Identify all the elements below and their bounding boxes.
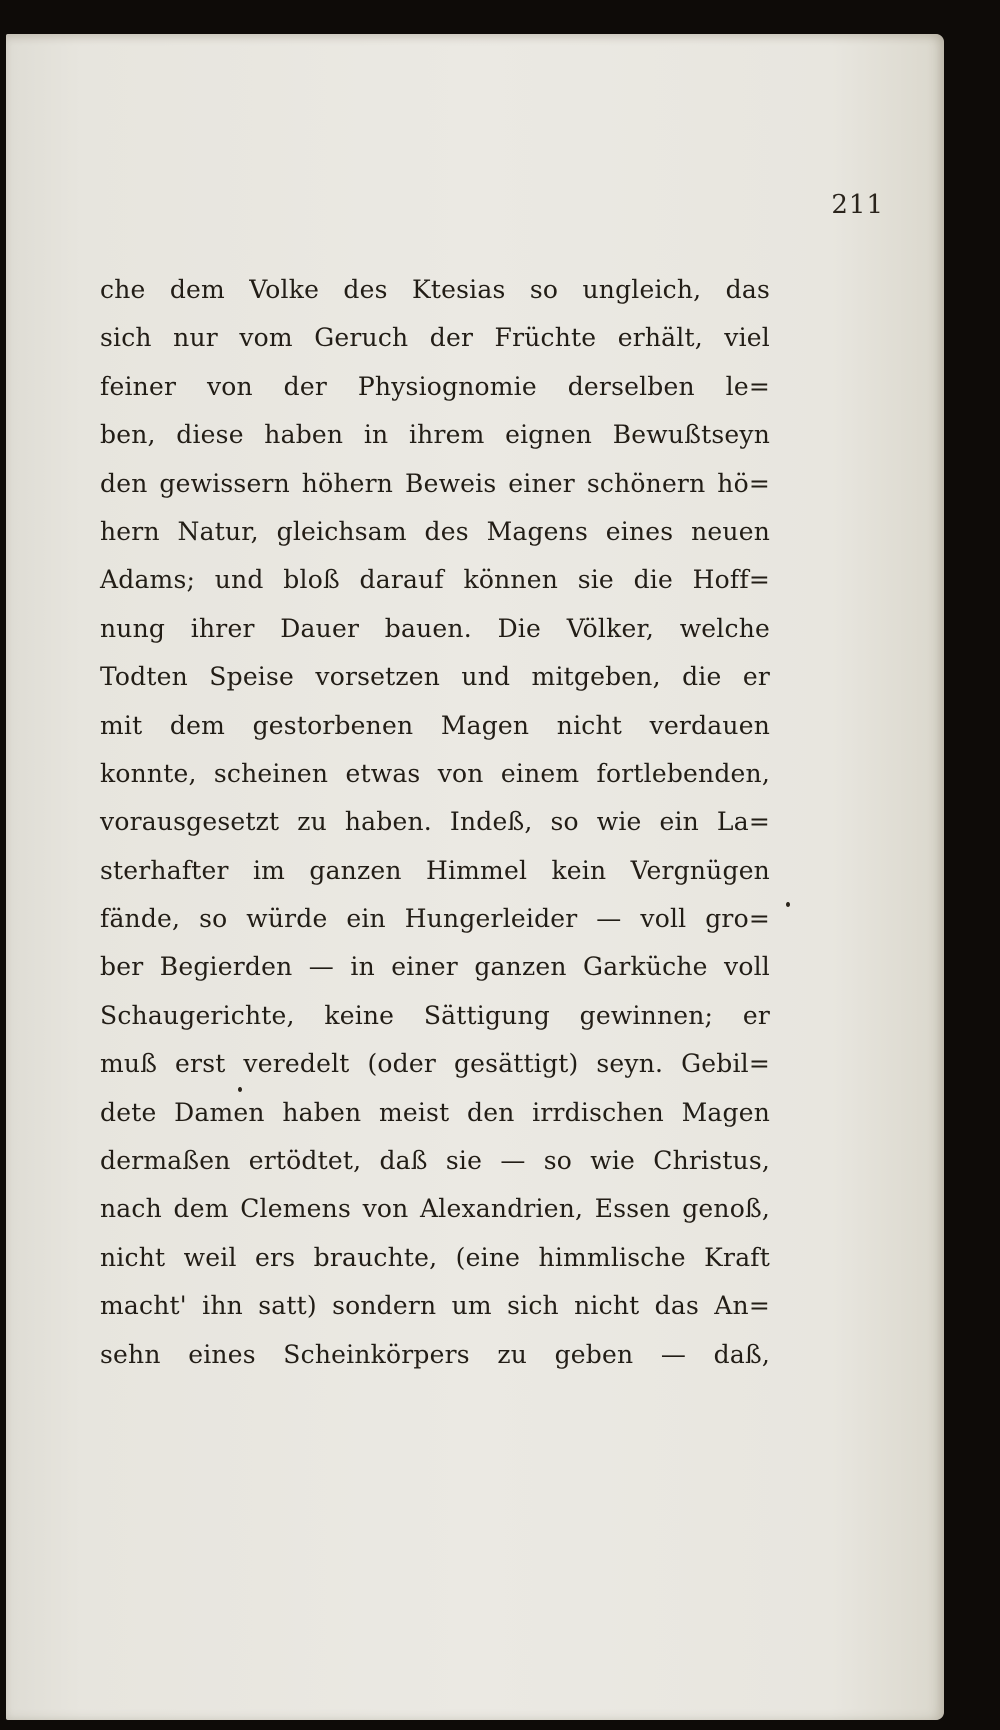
text-line: Schaugerichte, keine Sättigung gewinnen; er	[100, 1000, 770, 1030]
text-line: sehn eines Scheinkörpers zu geben — daß,	[100, 1339, 770, 1369]
text-line: che dem Volke des Ktesias so ungleich, das	[100, 275, 770, 304]
text-line: muß erst veredelt (oder gesättigt) seyn. Gebil=	[100, 1049, 770, 1079]
page-number: 211	[831, 190, 884, 220]
text-line: nach dem Clemens von Alexandrien, Essen genoß,	[100, 1194, 770, 1224]
text-line: feiner von der Physiognomie derselben le=	[100, 371, 770, 401]
text-line: ben, diese haben in ihrem eignen Bewußtseyn	[100, 420, 770, 450]
text-line: mit dem gestorbenen Magen nicht verdauen	[100, 710, 770, 740]
text-line: dermaßen ertödtet, daß sie — so wie Christus,	[100, 1146, 770, 1176]
text-line: den gewissern höhern Beweis einer schönern hö=	[100, 468, 770, 498]
text-line: ber Begierden — in einer ganzen Garküche voll	[100, 952, 770, 982]
text-line: macht' ihn satt) sondern um sich nicht das An=	[100, 1291, 770, 1321]
text-line: Todten Speise vorsetzen und mitgeben, die er	[100, 662, 770, 692]
text-line: Adams; und bloß darauf können sie die Hoff=	[100, 565, 770, 595]
text-line: nicht weil ers brauchte, (eine himmlische Kraft	[100, 1242, 770, 1272]
ink-speck	[238, 1087, 242, 1092]
ink-speck	[786, 902, 790, 907]
paper-sheet	[6, 34, 944, 1720]
text-line: sich nur vom Geruch der Früchte erhält, viel	[100, 323, 770, 353]
text-line: konnte, scheinen etwas von einem fortlebenden,	[100, 758, 770, 788]
text-line: vorausgesetzt zu haben. Indeß, so wie ein La=	[100, 807, 770, 837]
text-line: dete Damen haben meist den irrdischen Magen	[100, 1097, 770, 1127]
text-line: fände, so würde ein Hungerleider — voll gro=	[100, 904, 770, 934]
text-line: sterhafter im ganzen Himmel kein Vergnügen	[100, 855, 770, 885]
body-text	[100, 266, 770, 1379]
text-line: nung ihrer Dauer bauen. Die Völker, welche	[100, 613, 770, 643]
text-line: hern Natur, gleichsam des Magens eines neuen	[100, 516, 770, 546]
